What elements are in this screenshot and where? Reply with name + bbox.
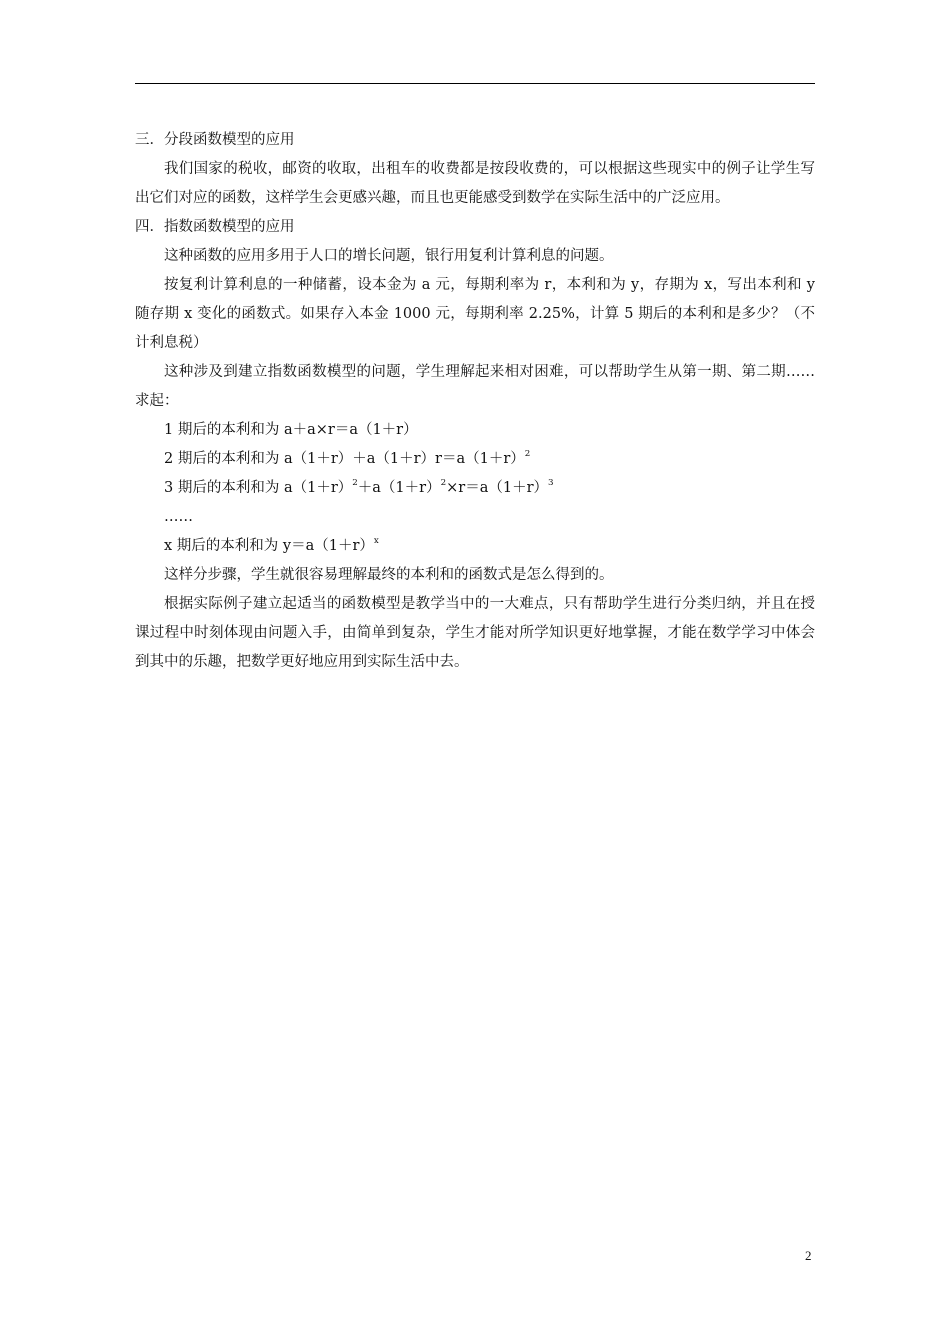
formula-period-x [135,532,815,561]
formula-ellipsis: …… [164,509,193,525]
paragraph-step-by-step: 这种涉及到建立指数函数模型的问题，学生理解起来相对困难，可以帮助学生从第一期、第二期……求起： [135,364,815,409]
paragraph-piecewise-intro: 我们国家的税收，邮资的收取，出租车的收费都是按段收费的，可以根据这些现实中的例子让学生写出它们对应的函数，这样学生会更感兴趣，而且也更能感受到数学在实际生活中的广泛应用。 [135,161,815,206]
formula-period-1 [135,416,815,445]
document-body [135,126,815,677]
paragraph-exponential-usage: 这种函数的应用多用于人口的增长问题，银行用复利计算利息的问题。 [164,248,614,264]
formula-period-x-text: x 期后的本利和为 y＝a（1＋r） [164,538,374,554]
formula-period-3-part-a: 3 期后的本利和为 a（1＋r） [164,480,353,496]
header-rule [135,83,815,84]
formula-period-2-text: 2 期后的本利和为 a（1＋r）＋a（1＋r）r＝a（1＋r） [164,451,525,467]
formula-period-3 [135,474,815,503]
formula-period-3-exponent-2: 2 [440,477,447,488]
formula-period-2-exponent: 2 [524,448,531,459]
formula-period-1-text: 1 期后的本利和为 a＋a×r＝a（1＋r） [164,422,418,438]
section-heading-exponential: 四．指数函数模型的应用 [135,219,295,235]
paragraph-compound-interest-problem: 按复利计算利息的一种储蓄，设本金为 a 元，每期利率为 r，本利和为 y，存期为 x，写出本利和 y 随存期 x 变化的函数式。如果存入本金 1000 元，每期利率 2.25%，计算 5 期后的本利和是多少？（不计利息税） [135,277,815,351]
formula-period-3-part-c: ×r＝a（1＋r） [446,480,549,496]
formula-period-x-exponent: x [373,535,379,546]
formula-period-3-part-b: ＋a（1＋r） [357,480,441,496]
formula-period-3-exponent-3: 3 [548,477,554,488]
formula-period-2 [135,445,815,474]
paragraph-conclusion-steps: 这样分步骤，学生就很容易理解最终的本利和的函数式是怎么得到的。 [164,567,614,583]
page-number: 2 [805,1248,812,1263]
formula-period-3-exponent-1: 2 [352,477,358,488]
section-heading-piecewise: 三．分段函数模型的应用 [135,132,295,148]
paragraph-conclusion-summary: 根据实际例子建立起适当的函数模型是教学当中的一大难点，只有帮助学生进行分类归纳，并且在授课过程中时刻体现由问题入手，由简单到复杂，学生才能对所学知识更好地掌握，才能在数学学习中体会到其中的乐趣，把数学更好地应用到实际生活中去。 [135,596,815,670]
